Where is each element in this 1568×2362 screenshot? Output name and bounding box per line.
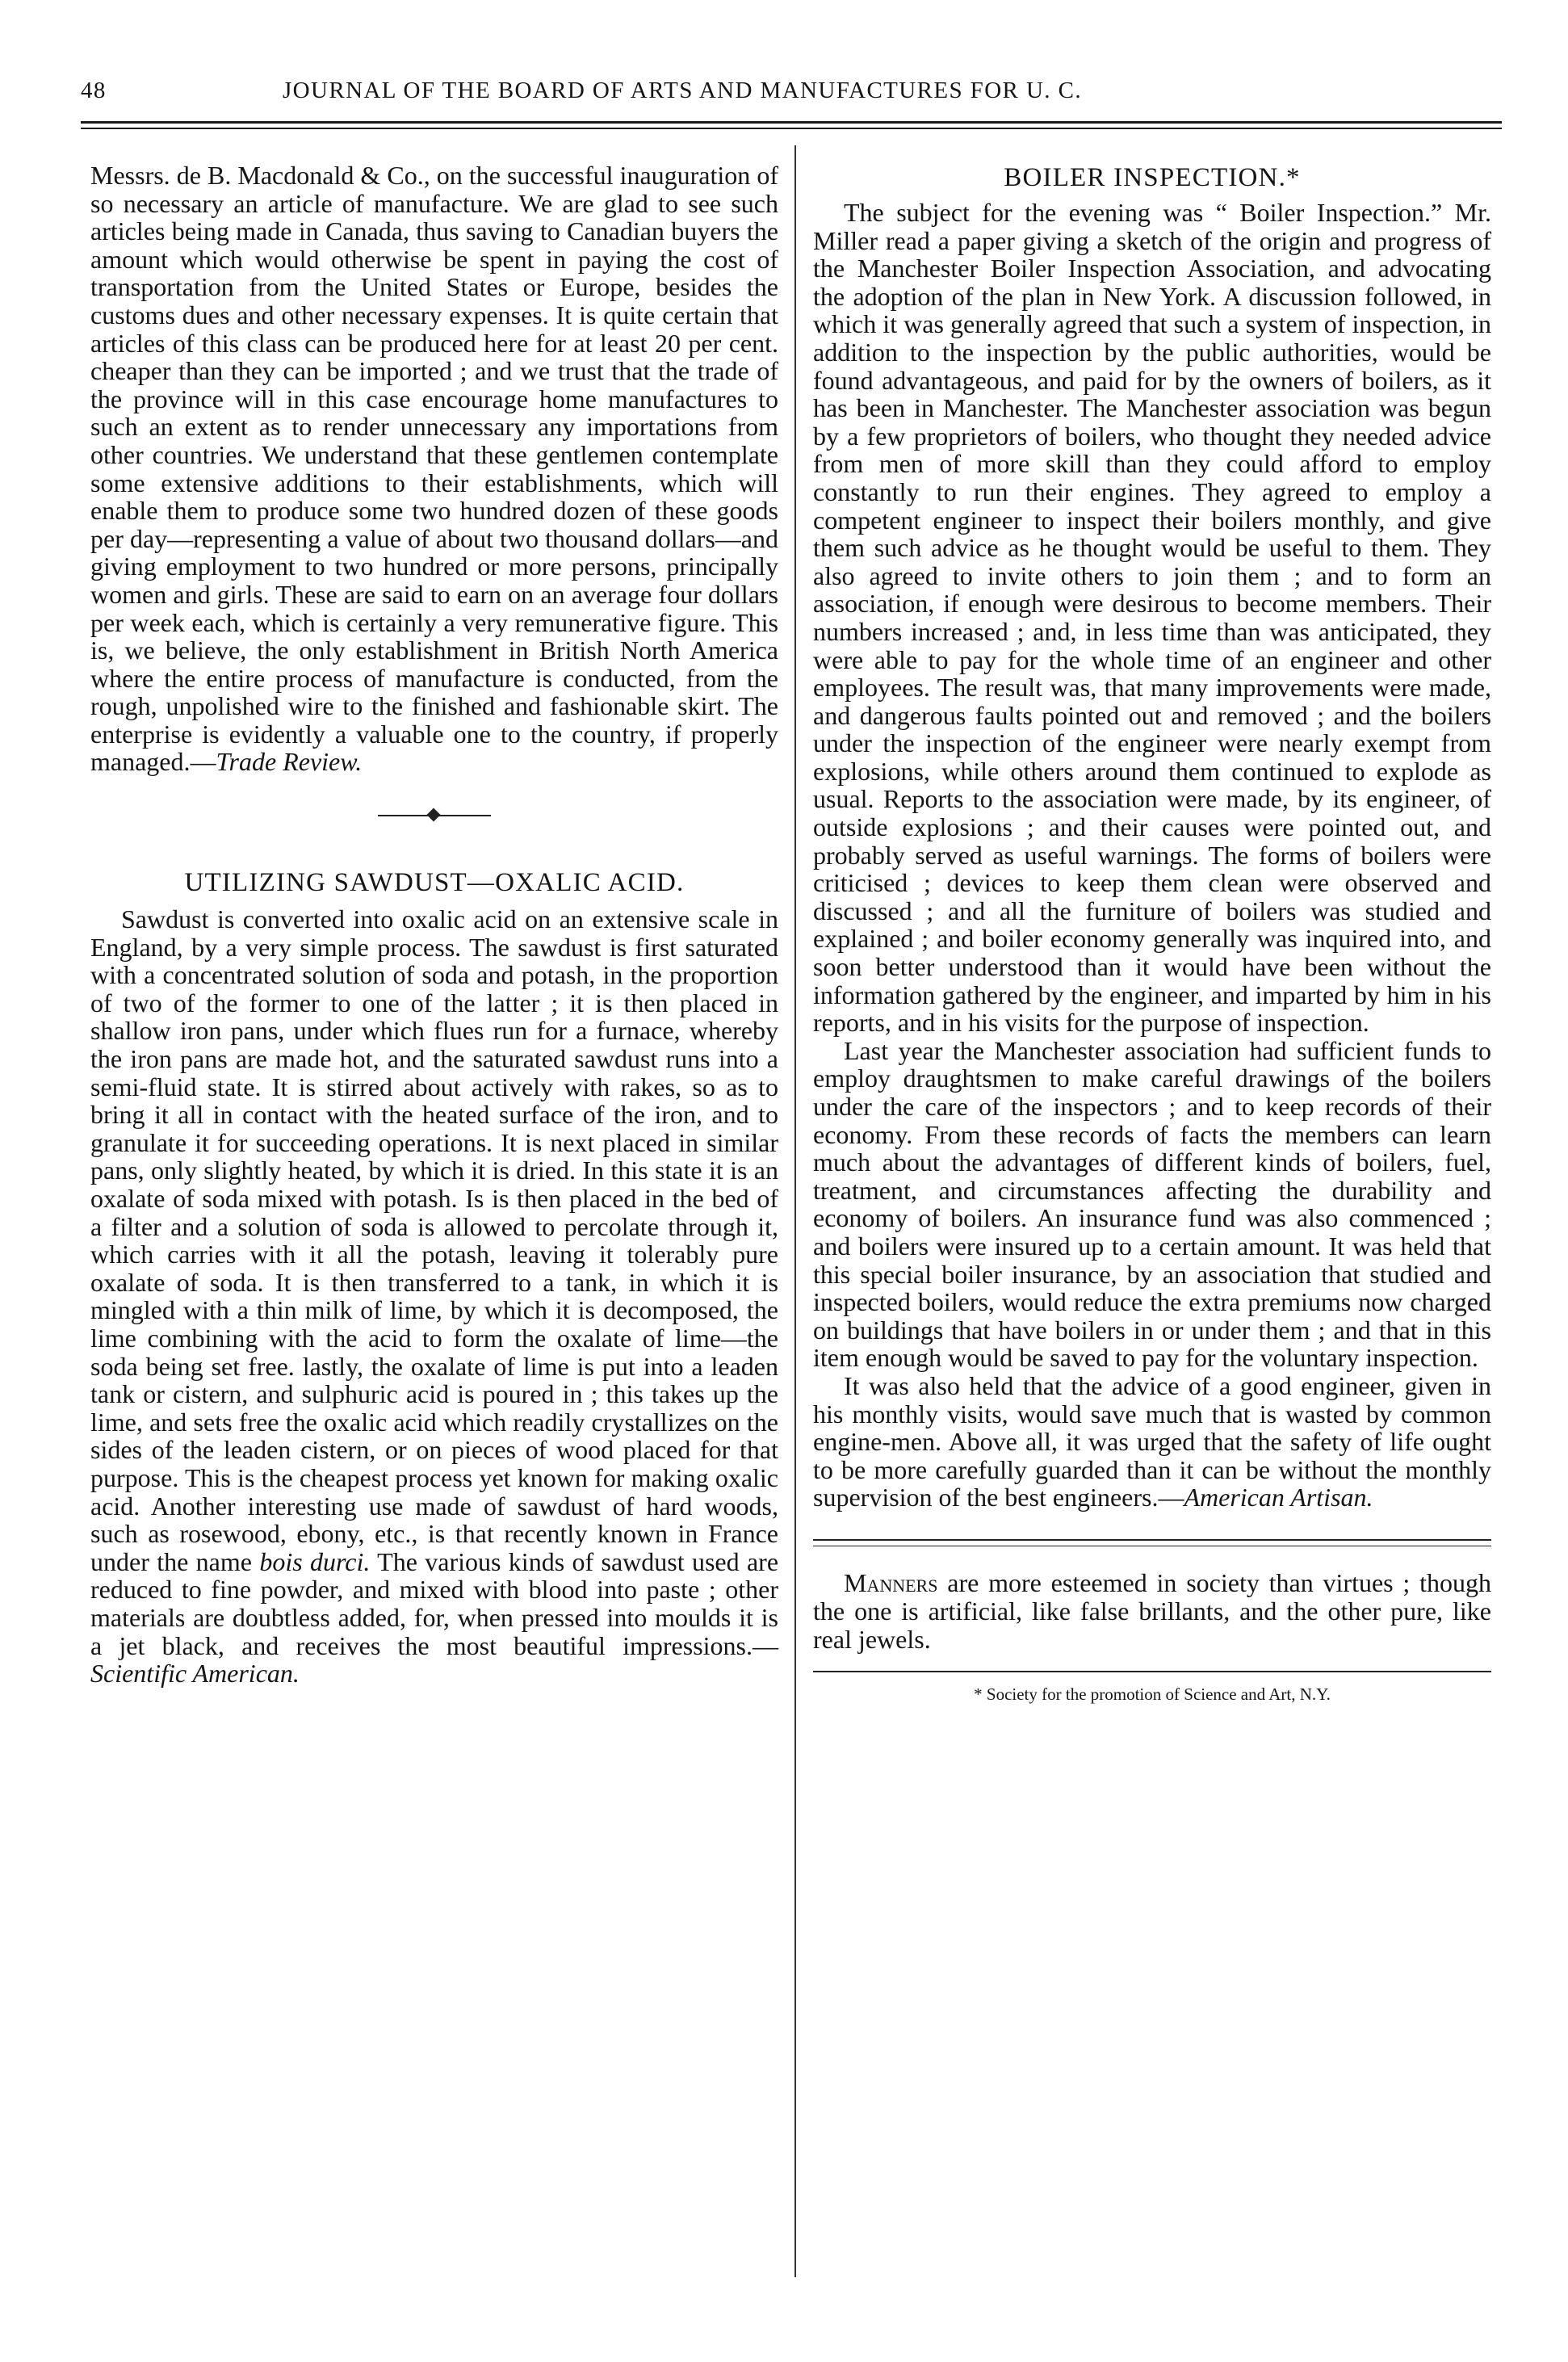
intro-paragraph <box>90 162 778 776</box>
intro-text: Messrs. de B. Macdonald & Co., on the successful inauguration of so necessary an article of manufacture. We are glad to see such articles being made in Canada, thus saving to Canadian buyers the amount which would otherwise be spent in paying the cost of transportation from the United States or Europe, besides the customs dues and other necessary expenses. It is quite certain that articles of this class can be produced here for at least 20 per cent. cheaper than they can be imported ; and we trust that the trade of the province will in this case encourage home manufactures to such an extent as to render unnecessary any importations from other countries. We understand that these gentlemen contemplate some extensive additions to their establishments, which will enable them to produce some two hundred dozen of these goods per day—representing a value of about two thousand dollars—and giving employment to two hundred or more persons, principally women and girls. These are said to earn on an average four dollars per week each, which is certainly a very remunerative figure. This is, we believe, the only establishment in British North America where the entire process of manufacture is conducted, from the rough, unpolished wire to the finished and fashionable skirt. The enterprise is evidently a valuable one to the country, if properly managed.— <box>90 161 778 777</box>
sawdust-source: Scientific American. <box>90 1659 300 1689</box>
sawdust-term: bois durci. <box>259 1546 371 1576</box>
running-title: JOURNAL OF THE BOARD OF ARTS AND MANUFACTURES FOR U. C. <box>283 78 1082 103</box>
sawdust-text: Sawdust is converted into oxalic acid on an extensive scale in England, by a very simple process. The sawdust is first saturated with a concentrated solution of soda and potash, in the proportion of two of the former to one of the latter ; it is then placed in shallow iron pans, under which flues run for a furnace, whereby the iron pans are made hot, and the saturated sawdust runs into a semi-fluid state. It is stirred about actively with rakes, so as to bring it all in contact with the heated surface of the iron, and to granulate it for succeeding operations. It is next placed in similar pans, only slightly heated, by which it is dried. In this state it is an oxalate of soda mixed with potash. Is is then placed in the bed of a filter and a solution of soda is allowed to percolate through it, which carries with it all the potash, leaving it tolerably pure oxalate of soda. It is then transferred to a tank, in which it is mingled with a thin milk of lime, by which it is decomposed, the lime combining with the acid to form the oxalate of lime—the soda being set free. lastly, the oxalate of lime is put into a leaden tank or cistern, and sulphuric acid is poured in ; this takes up the lime, and sets free the oxalic acid which readily crystallizes on the sides of the leaden cistern, or on pieces of wood placed for that purpose. This is the cheapest process yet known for making oxalic acid. Another interesting use made of sawdust of hard woods, such as rosewood, ebony, etc., is that recently known in France under the name <box>90 904 778 1576</box>
boiler-heading: BOILER INSPECTION.* <box>1004 163 1301 192</box>
sawdust-heading: UTILIZING SAWDUST—OXALIC ACID. <box>184 868 685 898</box>
left-column <box>90 162 778 1688</box>
header-rule-thick <box>81 121 1502 124</box>
sawdust-text-2: The various kinds of sawdust used are reduced to fine powder, and mixed with blood into paste ; other materials are doubtless added, for, when pressed into moulds it is a jet black, and receives the most beautiful impressions.— <box>90 1546 779 1660</box>
intro-source: Trade Review. <box>216 747 363 777</box>
manners-lead: Manners <box>844 1568 938 1598</box>
separator-rule-thick <box>813 1539 1491 1541</box>
sawdust-paragraph <box>90 905 778 1688</box>
boiler-paragraph-2: Last year the Manchester association had sufficient funds to employ draughtsmen to make careful drawings of the boilers under the care of the inspectors ; and to keep records of their economy. From these records of facts the members can learn much about the advantages of different kinds of boilers, fuel, treatment, and circumstances affecting the durability and economy of boilers. An insurance fund was also commenced ; and boilers were insured up to a certain amount. It was held that this special boiler insurance, by an association that studied and inspected boilers, would reduce the extra premiums now charged on buildings that have boilers in or under them ; and that in this item enough would be saved to pay for the voluntary inspection. <box>813 1035 1491 1373</box>
column-divider <box>794 145 796 2277</box>
manners-paragraph <box>813 1569 1491 1653</box>
footnote-rule <box>813 1671 1491 1672</box>
boiler-paragraph-1: The subject for the evening was “ Boiler Inspection.” Mr. Miller read a paper giving a sketch of the origin and progress of the Manchester Boiler Inspection Association, and advocating the adoption of the plan in New York. A discussion followed, in which it was generally agreed that such a system of inspection, in addition to the inspection by the public authorities, would be found advantageous, and paid for by the owners of boilers, as it has been in Manchester. The Manchester association was begun by a few proprietors of boilers, who thought they needed advice from men of more skill than they could afford to employ constantly to run their engines. They agreed to employ a competent engineer to inspect their boilers monthly, and give them such advice as he thought would be useful to them. They also agreed to invite others to join them ; and to form an association, if enough were desirous to become members. Their numbers increased ; and, in less time than was anticipated, they were able to pay for the whole time of an engineer and other employees. The result was, that many improvements were made, and dangerous faults pointed out and removed ; and the boilers under the inspection of the engineer were nearly exempt from explosions, while others around them continued to explode as usual. Reports to the association were made, by its engineer, of outside explosions ; and their causes were pointed out, and probably served as useful warnings. The forms of boilers were criticised ; devices to keep them clean were observed and discussed ; and all the furniture of boilers was studied and explained ; and boiler economy generally was inquired into, and soon better understood than it would have been without the information gathered by the engineer, and imparted by him in his reports, and in his visits for the purpose of inspection. <box>813 198 1491 1038</box>
running-header <box>81 78 1502 110</box>
right-column <box>813 162 1491 1705</box>
manners-text: are more esteemed in society than virtues ; though the one is artificial, like false brillants, and the other pure, like real jewels. <box>813 1568 1491 1654</box>
boiler-source: American Artisan. <box>1184 1483 1373 1512</box>
separator-rule-thin <box>813 1546 1491 1547</box>
section-ornament <box>90 792 778 841</box>
boiler-paragraph-3 <box>813 1372 1491 1512</box>
footnote: * Society for the promotion of Science and Art, N.Y. <box>974 1684 1331 1704</box>
boiler-text-3: It was also held that the advice of a good engineer, given in his monthly visits, would save much that is wasted by common engine-men. Above all, it was urged that the safety of life ought to be more carefully guarded than it can be without the monthly supervision of the best engineers.— <box>813 1370 1491 1512</box>
page-number: 48 <box>81 78 107 103</box>
ornament-diamond-icon <box>427 808 441 822</box>
header-rule-thin <box>81 128 1502 129</box>
